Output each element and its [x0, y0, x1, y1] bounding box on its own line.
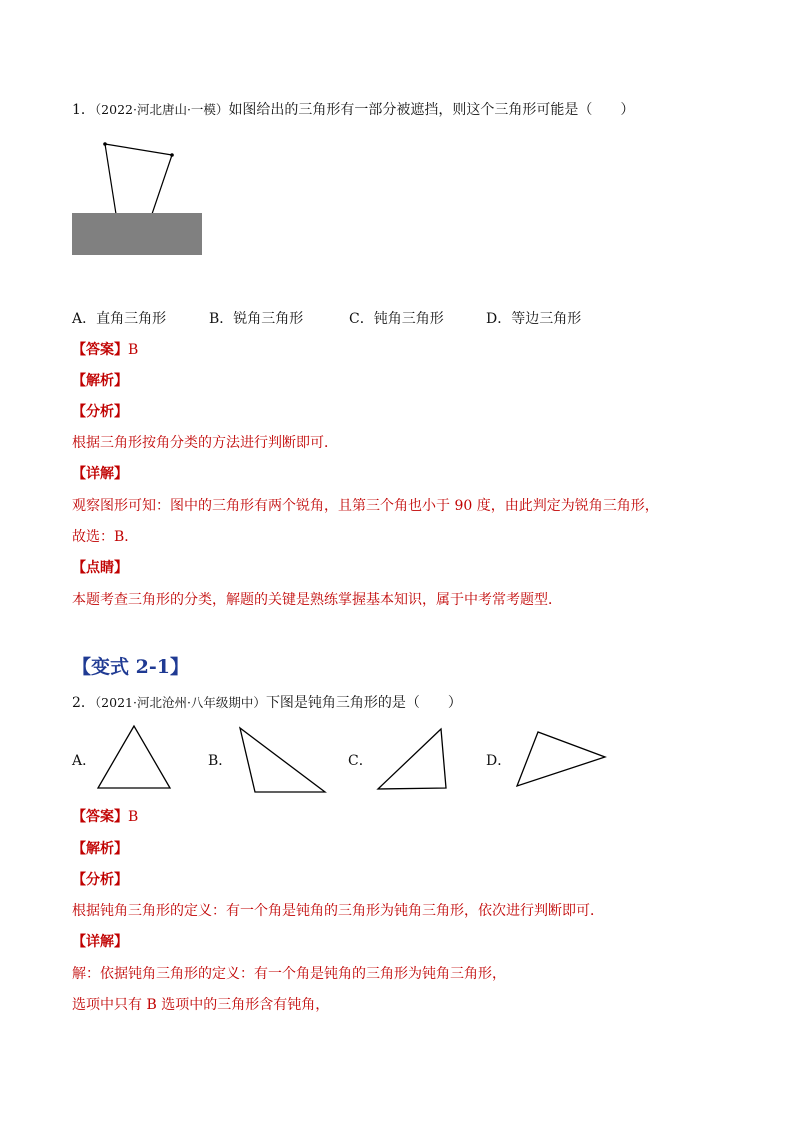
q1-answer-value: B: [128, 342, 139, 358]
q1-fenxi-label: 【分析】: [72, 404, 128, 420]
q2-detail-label: 【详解】: [72, 934, 128, 950]
q2-option-c-label: C．: [348, 753, 373, 769]
q1-option-b: B．锐角三角形: [209, 311, 304, 327]
q1-detail-label: 【详解】: [72, 466, 128, 482]
q2-fenxi-text: 根据钝角三角形的定义：有一个角是钝角的三角形为钝角三角形，依次进行判断即可．: [72, 903, 604, 919]
q1-detail-line-2: 故选：B．: [72, 529, 139, 545]
q1-comment-label: 【点睛】: [72, 560, 128, 576]
q2-source: （2021·河北沧州·八年级期中）: [94, 695, 266, 710]
q1-number: 1．: [72, 102, 95, 118]
q1-analysis-label: 【解析】: [72, 373, 128, 389]
q1-comment-text: 本题考查三角形的分类，解题的关键是熟练掌握基本知识，属于中考常考题型．: [72, 592, 562, 608]
q1-stem: 如图给出的三角形有一部分被遮挡，则这个三角形可能是（ ）: [228, 102, 635, 118]
q1-source: （2022·河北唐山·一模）: [94, 102, 229, 117]
q1-option-d: D．等边三角形: [486, 311, 582, 327]
q2-number: 2．: [72, 695, 95, 711]
q2-fenxi-label: 【分析】: [72, 872, 128, 888]
q1-fenxi-text: 根据三角形按角分类的方法进行判断即可．: [72, 435, 338, 451]
q2-detail-line-1: 解：依据钝角三角形的定义：有一个角是钝角的三角形为钝角三角形，: [72, 966, 506, 982]
q1-option-c: C．钝角三角形: [349, 311, 444, 327]
q2-answer-value: B: [128, 809, 139, 825]
q2-answer: [72, 807, 138, 827]
variant-heading: 【变式 2-1】: [72, 656, 189, 678]
q2-option-d-label: D．: [486, 753, 512, 769]
q2-detail-line-2: 选项中只有 B 选项中的三角形含有钝角，: [72, 997, 330, 1013]
q2-stem: 下图是钝角三角形的是（ ）: [265, 695, 462, 711]
q1-detail-line-1: 观察图形可知：图中的三角形有两个锐角，且第三个角也小于 90 度，由此判定为锐角三角形，: [72, 498, 659, 514]
q2-option-a-label: A．: [72, 753, 97, 769]
q1-option-a: A．直角三角形: [72, 311, 167, 327]
q2-analysis-label: 【解析】: [72, 841, 128, 857]
q2-answer-label: 【答案】: [72, 809, 128, 825]
q1-answer-label: 【答案】: [72, 342, 128, 358]
q2-option-b-label: B．: [208, 753, 233, 769]
